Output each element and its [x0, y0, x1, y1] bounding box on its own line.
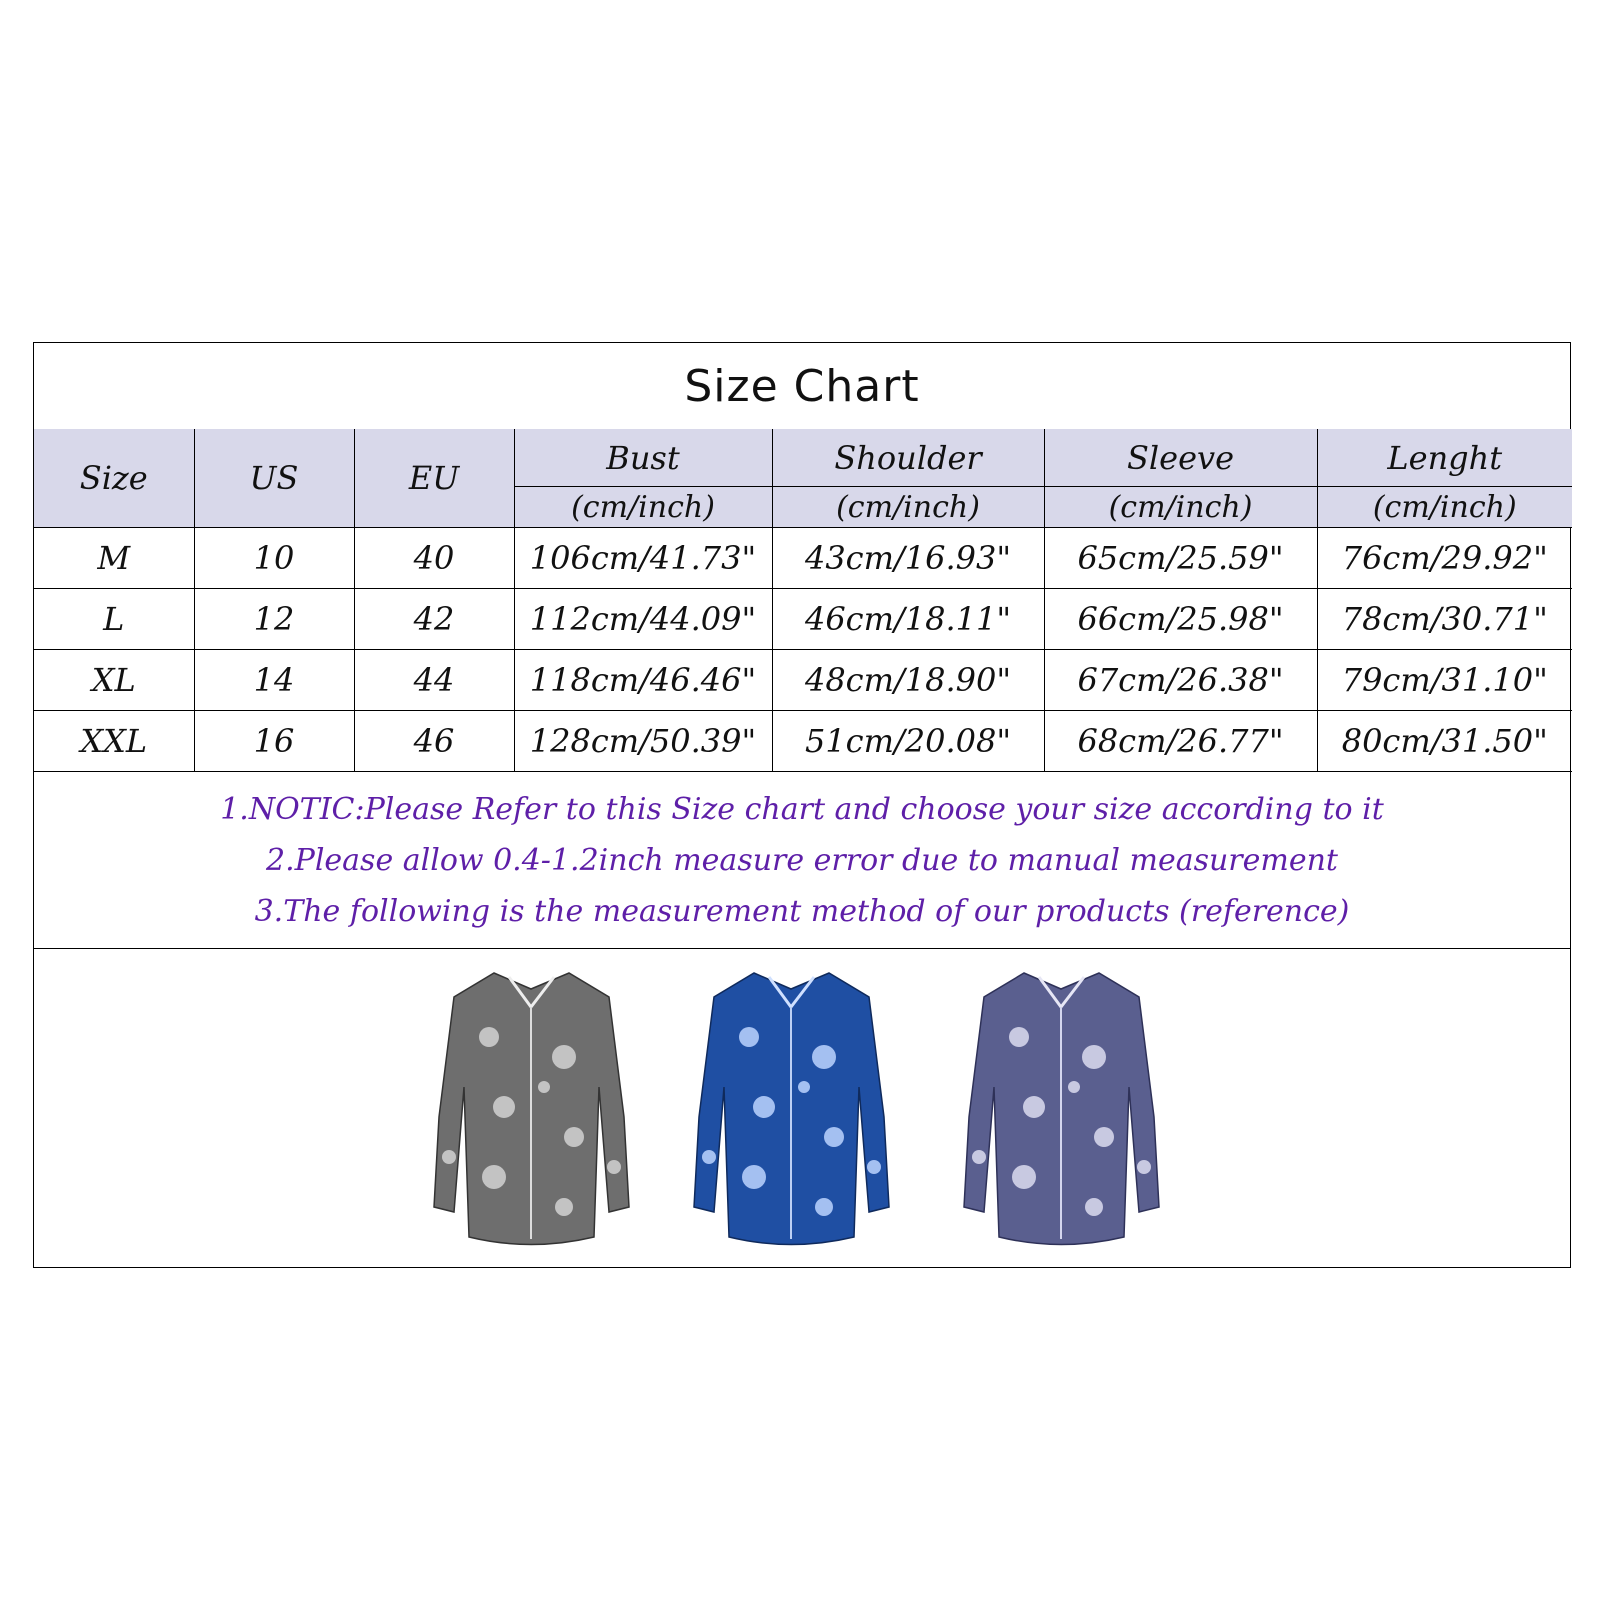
size-chart-frame: [33, 342, 1571, 1268]
cell-sleeve: 66cm/25.98": [1044, 589, 1317, 650]
chart-title: Size Chart: [34, 343, 1570, 430]
cell-bust: 118cm/46.46": [514, 650, 772, 711]
navy-floral-shirt-image: [954, 967, 1169, 1247]
col-header-bust: Bust: [514, 429, 772, 487]
cell-us: 14: [194, 650, 354, 711]
col-header-shoulder: Shoulder: [772, 429, 1044, 487]
cell-size: XXL: [34, 711, 194, 772]
col-unit-shoulder: (cm/inch): [772, 487, 1044, 528]
cell-bust: 128cm/50.39": [514, 711, 772, 772]
note-2: 2.Please allow 0.4-1.2inch measure error due to manual measurement: [266, 843, 1338, 878]
cell-length: 76cm/29.92": [1317, 528, 1572, 589]
cell-sleeve: 68cm/26.77": [1044, 711, 1317, 772]
table-row: [34, 528, 1572, 589]
cell-eu: 46: [354, 711, 514, 772]
cell-sleeve: 65cm/25.59": [1044, 528, 1317, 589]
col-header-length: Lenght: [1317, 429, 1572, 487]
cell-length: 78cm/30.71": [1317, 589, 1572, 650]
cell-size: XL: [34, 650, 194, 711]
cell-us: 16: [194, 711, 354, 772]
shirt-images: [34, 949, 1570, 1267]
cell-eu: 40: [354, 528, 514, 589]
table-row: [34, 650, 1572, 711]
notes-section: [34, 773, 1570, 949]
blue-floral-shirt-image: [684, 967, 899, 1247]
cell-shoulder: 46cm/18.11": [772, 589, 1044, 650]
table-row: [34, 589, 1572, 650]
table-row: [34, 711, 1572, 772]
cell-bust: 106cm/41.73": [514, 528, 772, 589]
cell-bust: 112cm/44.09": [514, 589, 772, 650]
col-header-eu: EU: [354, 429, 514, 528]
note-3: 3.The following is the measurement method of our products (reference): [254, 894, 1350, 929]
cell-shoulder: 48cm/18.90": [772, 650, 1044, 711]
gray-floral-shirt-image: [424, 967, 639, 1247]
cell-length: 80cm/31.50": [1317, 711, 1572, 772]
col-header-sleeve: Sleeve: [1044, 429, 1317, 487]
col-header-us: US: [194, 429, 354, 528]
col-unit-length: (cm/inch): [1317, 487, 1572, 528]
cell-size: L: [34, 589, 194, 650]
cell-eu: 44: [354, 650, 514, 711]
cell-size: M: [34, 528, 194, 589]
cell-shoulder: 51cm/20.08": [772, 711, 1044, 772]
col-header-size: Size: [34, 429, 194, 528]
cell-sleeve: 67cm/26.38": [1044, 650, 1317, 711]
col-unit-sleeve: (cm/inch): [1044, 487, 1317, 528]
cell-shoulder: 43cm/16.93": [772, 528, 1044, 589]
cell-us: 12: [194, 589, 354, 650]
col-unit-bust: (cm/inch): [514, 487, 772, 528]
cell-us: 10: [194, 528, 354, 589]
size-table: [34, 429, 1572, 772]
note-1: 1.NOTIC:Please Refer to this Size chart and choose your size according to it: [220, 792, 1384, 827]
cell-eu: 42: [354, 589, 514, 650]
cell-length: 79cm/31.10": [1317, 650, 1572, 711]
